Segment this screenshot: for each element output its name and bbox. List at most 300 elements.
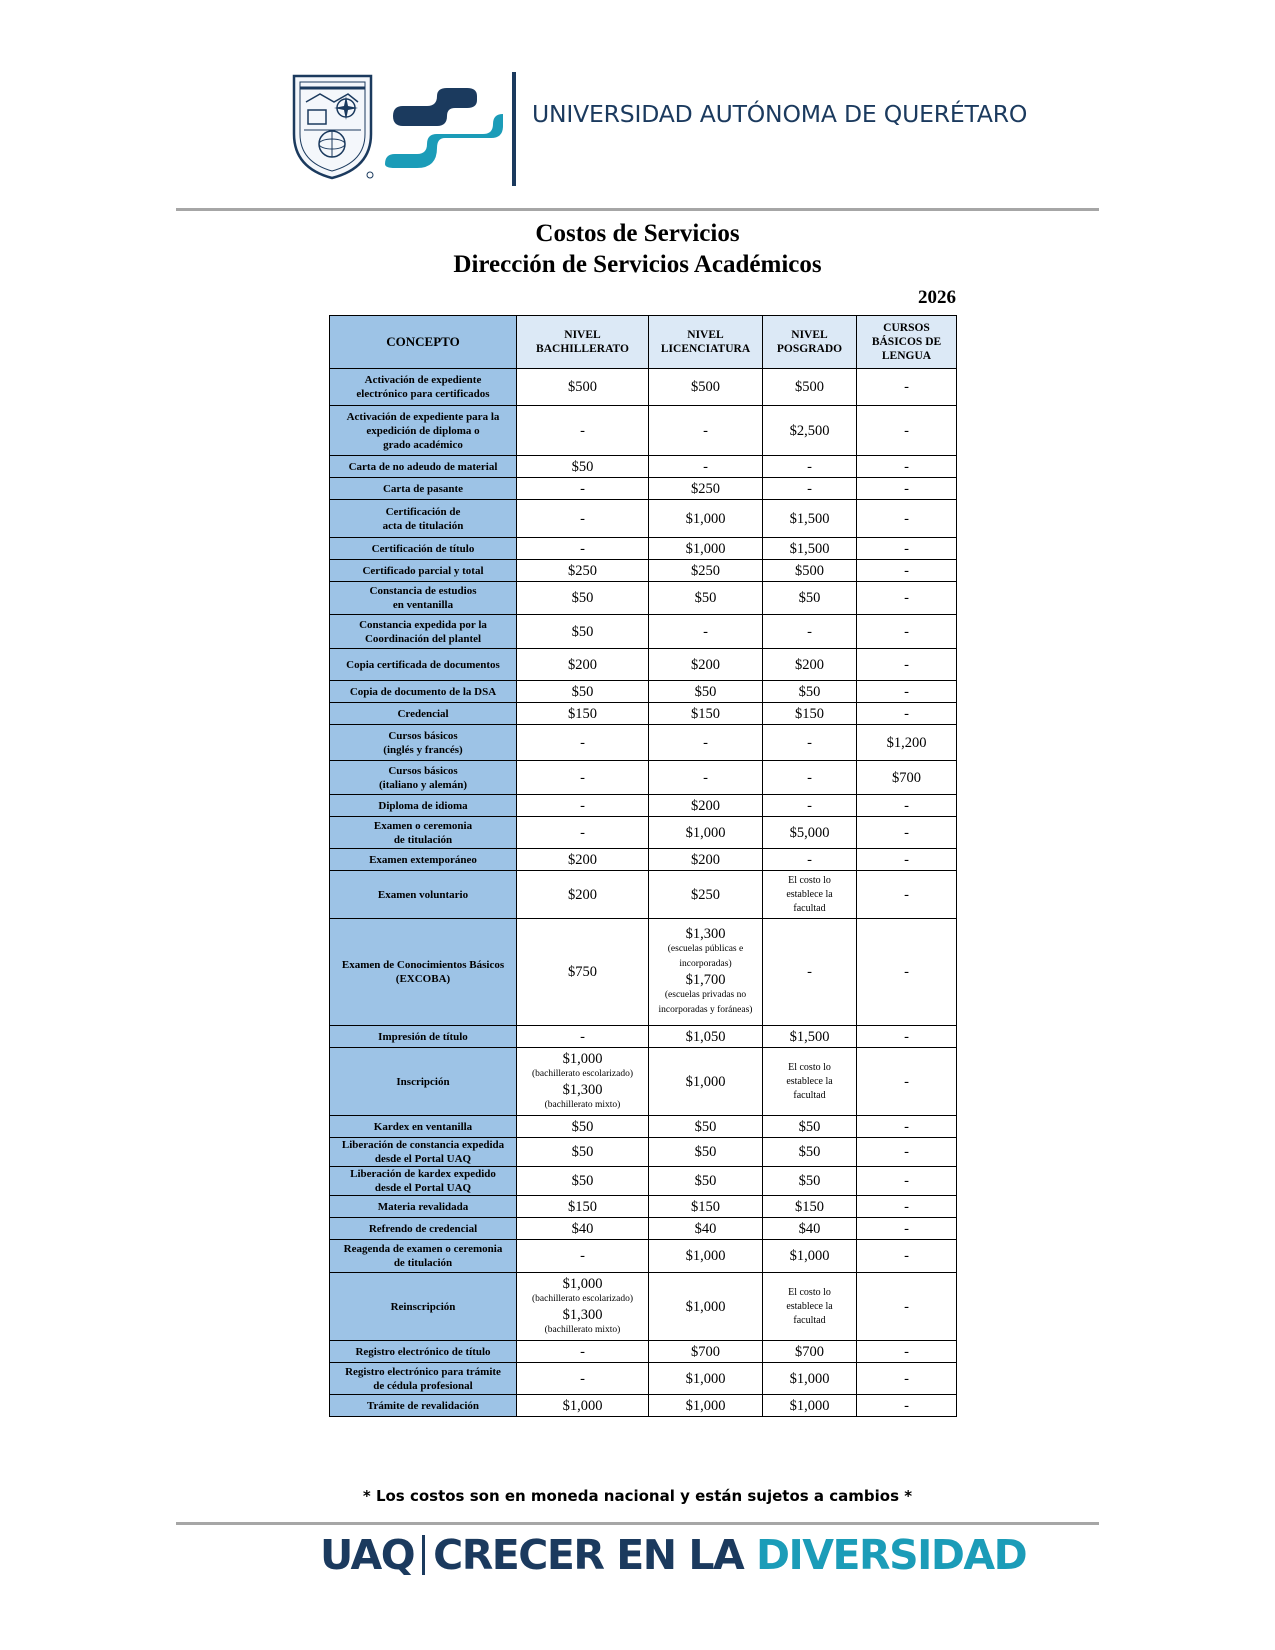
value-line: $200	[568, 656, 597, 673]
value-line: -	[904, 656, 909, 673]
header-line: BÁSICOS DE	[871, 336, 942, 348]
value-line: $1,300	[685, 926, 726, 942]
cell-posgrado	[763, 1138, 857, 1167]
cell-licenciatura	[649, 795, 763, 817]
value-line: -	[904, 422, 909, 439]
cell-concepto	[330, 1363, 517, 1395]
value-line: -	[703, 623, 708, 640]
cell-posgrado	[763, 456, 857, 478]
cell-concepto	[330, 1341, 517, 1363]
concept-line: Examen de Conocimientos Básicos	[341, 959, 505, 971]
cell-licenciatura	[649, 1138, 763, 1167]
value-line: $150	[691, 705, 720, 722]
cell-lengua	[857, 406, 957, 456]
value-line: -	[904, 590, 909, 606]
cell-bachillerato	[517, 456, 649, 478]
cell-posgrado	[763, 1341, 857, 1363]
table-row	[330, 1116, 957, 1138]
value-line: $1,000	[562, 1275, 603, 1292]
cell-licenciatura	[649, 871, 763, 919]
concept-line: (EXCOBA)	[395, 973, 451, 985]
cell-bachillerato	[517, 1138, 649, 1167]
value-line: -	[807, 851, 812, 868]
cell-posgrado	[763, 1026, 857, 1048]
value-line: $50	[694, 1144, 717, 1160]
table-row	[330, 1240, 957, 1273]
concept-line: de cédula profesional	[373, 1379, 473, 1392]
cell-bachillerato	[517, 849, 649, 871]
concept-line: expedición de diploma o	[366, 424, 480, 437]
cell-licenciatura	[649, 761, 763, 795]
concept-line: Registro electrónico para trámite	[345, 1365, 501, 1378]
value-line: $1,000	[685, 1073, 726, 1090]
cell-lengua	[857, 795, 957, 817]
slogan-diversidad: DIVERSIDAD	[755, 1531, 1027, 1579]
cell-lengua	[857, 1395, 957, 1417]
value-line: El costo lo	[788, 1286, 831, 1298]
value-line: $1,200	[886, 734, 927, 751]
concept-line: Trámite de revalidación	[366, 1399, 480, 1412]
cell-bachillerato	[517, 1116, 649, 1138]
value-line: -	[904, 458, 909, 475]
cell-licenciatura	[649, 615, 763, 649]
value-line: (bachillerato mixto)	[544, 1324, 621, 1335]
value-line: $50	[694, 590, 717, 606]
value-line: $40	[694, 1220, 717, 1237]
value-line: incorporadas)	[679, 959, 732, 969]
concept-line: Certificación de título	[371, 542, 475, 555]
cell-bachillerato	[517, 1048, 649, 1116]
concept-line: Cursos básicos	[388, 764, 458, 777]
value-line: -	[904, 1173, 909, 1189]
value-line: $1,050	[685, 1028, 726, 1045]
cell-bachillerato	[517, 1026, 649, 1048]
cell-bachillerato	[517, 795, 649, 817]
value-line: $250	[691, 480, 720, 497]
cell-lengua	[857, 582, 957, 615]
table-row	[330, 649, 957, 681]
cell-posgrado	[763, 1240, 857, 1273]
concept-line: de titulación	[393, 833, 453, 846]
cell-concepto	[330, 478, 517, 500]
table-body	[330, 369, 957, 1417]
document-title: Costos de Servicios	[535, 220, 740, 247]
cell-bachillerato	[517, 871, 649, 919]
footnote: * Los costos son en moneda nacional y están sujetos a cambios *	[362, 1487, 913, 1505]
cell-concepto	[330, 1196, 517, 1218]
value-line: -	[807, 480, 812, 497]
value-line: $150	[568, 705, 597, 722]
cell-licenciatura	[649, 919, 763, 1026]
cell-concepto	[330, 1240, 517, 1273]
cell-bachillerato	[517, 761, 649, 795]
value-line: facultad	[793, 902, 826, 914]
table-row	[330, 817, 957, 849]
cell-concepto	[330, 817, 517, 849]
value-line: -	[904, 562, 909, 579]
value-line: -	[580, 480, 585, 497]
value-line: -	[904, 1248, 909, 1264]
cell-bachillerato	[517, 1341, 649, 1363]
value-line: establece la	[786, 888, 833, 900]
value-line: -	[904, 797, 909, 814]
concept-line: Kardex en ventanilla	[373, 1120, 473, 1133]
cell-licenciatura	[649, 1048, 763, 1116]
value-line: $50	[798, 1118, 821, 1135]
value-line: -	[904, 1220, 909, 1237]
cell-lengua	[857, 538, 957, 560]
value-line: $1,500	[789, 540, 830, 557]
cell-licenciatura	[649, 1363, 763, 1395]
header-line: CURSOS	[883, 322, 930, 334]
cell-lengua	[857, 615, 957, 649]
cell-bachillerato	[517, 500, 649, 538]
cell-posgrado	[763, 1395, 857, 1417]
value-line: $1,000	[789, 1370, 830, 1387]
cell-concepto	[330, 1138, 517, 1167]
cell-lengua	[857, 703, 957, 725]
cell-bachillerato	[517, 817, 649, 849]
value-line: $50	[571, 623, 594, 640]
cell-lengua	[857, 1218, 957, 1240]
table-row	[330, 615, 957, 649]
value-line: $250	[691, 886, 720, 903]
table-row	[330, 369, 957, 406]
concept-line: Copia certificada de documentos	[346, 658, 500, 671]
table-row	[330, 871, 957, 919]
concept-line: Certificación de	[385, 505, 461, 518]
table-row	[330, 1273, 957, 1341]
cell-posgrado	[763, 817, 857, 849]
value-line: -	[904, 964, 909, 980]
cell-lengua	[857, 849, 957, 871]
value-line: $150	[568, 1198, 597, 1215]
value-line: $50	[571, 590, 594, 606]
value-line: $200	[568, 886, 597, 903]
header-lengua	[857, 316, 957, 369]
concept-line: Examen extemporáneo	[369, 853, 477, 866]
value-line: $1,500	[789, 510, 830, 527]
header-rule	[176, 208, 1099, 211]
concept-line: Coordinación del plantel	[364, 632, 482, 645]
value-line: -	[580, 824, 585, 841]
value-line: -	[580, 734, 585, 751]
cell-bachillerato	[517, 649, 649, 681]
cell-bachillerato	[517, 582, 649, 615]
value-line: $50	[571, 458, 594, 475]
cell-posgrado	[763, 538, 857, 560]
header-line: POSGRADO	[776, 343, 843, 355]
cell-lengua	[857, 649, 957, 681]
cell-posgrado	[763, 1218, 857, 1240]
concept-line: Credencial	[397, 707, 449, 720]
header-bachillerato	[517, 316, 649, 369]
value-line: -	[904, 1298, 909, 1315]
footer-rule	[176, 1522, 1099, 1525]
cell-bachillerato	[517, 369, 649, 406]
value-line: $1,000	[685, 1397, 726, 1414]
cell-licenciatura	[649, 478, 763, 500]
value-line: $1,500	[789, 1028, 830, 1045]
cell-lengua	[857, 560, 957, 582]
value-line: $2,500	[789, 422, 830, 439]
value-line: -	[904, 1343, 909, 1360]
value-line: -	[904, 1118, 909, 1135]
cell-licenciatura	[649, 725, 763, 761]
value-line: $500	[795, 379, 824, 395]
cell-lengua	[857, 725, 957, 761]
value-line: $50	[798, 683, 821, 700]
cell-lengua	[857, 478, 957, 500]
header-line: BACHILLERATO	[536, 343, 629, 355]
value-line: $700	[691, 1343, 720, 1360]
value-line: $1,000	[562, 1397, 603, 1414]
cell-posgrado	[763, 500, 857, 538]
value-line: $50	[694, 683, 717, 700]
value-line: -	[807, 734, 812, 751]
cell-posgrado	[763, 849, 857, 871]
value-line: El costo lo	[788, 1061, 831, 1073]
table-row	[330, 1196, 957, 1218]
cell-posgrado	[763, 1196, 857, 1218]
value-line: $1,300	[562, 1081, 603, 1098]
value-line: $50	[798, 1173, 821, 1189]
value-line: $1,700	[685, 972, 726, 988]
concept-line: Carta de pasante	[382, 482, 464, 495]
cell-concepto	[330, 369, 517, 406]
value-line: $500	[568, 379, 597, 395]
table-row	[330, 1138, 957, 1167]
value-line: $200	[691, 797, 720, 814]
value-line: -	[703, 458, 708, 475]
cell-lengua	[857, 1363, 957, 1395]
cell-bachillerato	[517, 615, 649, 649]
value-line: $500	[795, 562, 824, 579]
cell-concepto	[330, 1395, 517, 1417]
value-line: $1,000	[685, 1248, 726, 1264]
value-line: $50	[571, 1144, 594, 1160]
value-line: -	[904, 886, 909, 903]
cell-lengua	[857, 871, 957, 919]
table-row	[330, 1395, 957, 1417]
cell-licenciatura	[649, 703, 763, 725]
cell-concepto	[330, 681, 517, 703]
table-row	[330, 919, 957, 1026]
table-row	[330, 703, 957, 725]
cell-bachillerato	[517, 1240, 649, 1273]
value-line: $1,000	[685, 824, 726, 841]
table-row	[330, 1167, 957, 1196]
cell-posgrado	[763, 649, 857, 681]
value-line: $50	[571, 1118, 594, 1135]
cell-bachillerato	[517, 1218, 649, 1240]
value-line: $1,000	[789, 1397, 830, 1414]
value-line: $40	[798, 1220, 821, 1237]
cell-licenciatura	[649, 1026, 763, 1048]
cell-posgrado	[763, 560, 857, 582]
value-line: -	[904, 824, 909, 841]
value-line: $1,000	[789, 1248, 830, 1264]
value-line: $150	[691, 1198, 720, 1215]
value-line: $700	[892, 769, 921, 786]
document-subtitle: Dirección de Servicios Académicos	[453, 251, 822, 278]
cell-concepto	[330, 582, 517, 615]
table-row	[330, 478, 957, 500]
value-line: -	[580, 1028, 585, 1045]
header-posgrado	[763, 316, 857, 369]
cell-posgrado	[763, 582, 857, 615]
cell-licenciatura	[649, 1218, 763, 1240]
value-line: -	[703, 734, 708, 751]
concept-line: Reagenda de examen o ceremonia	[343, 1243, 503, 1255]
value-line: incorporadas y foráneas)	[658, 1005, 753, 1015]
value-line: $50	[798, 590, 821, 606]
table-row	[330, 538, 957, 560]
header-line: NIVEL	[687, 329, 724, 341]
concept-line: Reinscripción	[390, 1300, 456, 1313]
value-line: -	[807, 458, 812, 475]
cell-bachillerato	[517, 681, 649, 703]
cell-licenciatura	[649, 1273, 763, 1341]
cell-licenciatura	[649, 1167, 763, 1196]
value-line: establece la	[786, 1300, 833, 1312]
cell-licenciatura	[649, 1116, 763, 1138]
value-line: -	[580, 422, 585, 439]
value-line: $50	[694, 1118, 717, 1135]
cell-posgrado	[763, 703, 857, 725]
cell-concepto	[330, 1218, 517, 1240]
value-line: (bachillerato escolarizado)	[531, 1068, 633, 1079]
concept-line: Materia revalidada	[377, 1200, 469, 1213]
concept-line: de titulación	[393, 1257, 453, 1269]
header-line: NIVEL	[791, 329, 828, 341]
value-line: $250	[568, 562, 597, 579]
concept-line: Carta de no adeudo de material	[348, 460, 498, 473]
value-line: $40	[571, 1220, 594, 1237]
cell-lengua	[857, 369, 957, 406]
concept-line: Examen o ceremonia	[373, 819, 473, 832]
cell-concepto	[330, 761, 517, 795]
value-line: $750	[568, 964, 597, 980]
cell-concepto	[330, 560, 517, 582]
value-line: -	[904, 1073, 909, 1090]
value-line: -	[703, 422, 708, 439]
cell-posgrado	[763, 761, 857, 795]
value-line: -	[580, 1248, 585, 1264]
table-row	[330, 500, 957, 538]
value-line: $1,000	[685, 510, 726, 527]
concept-line: Examen voluntario	[377, 888, 469, 901]
cell-licenciatura	[649, 538, 763, 560]
cell-concepto	[330, 1116, 517, 1138]
header-line: LICENCIATURA	[660, 343, 751, 355]
value-line: facultad	[793, 1314, 826, 1326]
cell-licenciatura	[649, 649, 763, 681]
header-concepto: CONCEPTO	[330, 316, 517, 369]
value-line: -	[703, 769, 708, 786]
cell-concepto	[330, 1167, 517, 1196]
concept-line: Copia de documento de la DSA	[349, 685, 497, 698]
cell-licenciatura	[649, 1240, 763, 1273]
concept-line: Constancia de estudios	[369, 585, 477, 597]
cell-lengua	[857, 1116, 957, 1138]
cell-licenciatura	[649, 560, 763, 582]
value-line: -	[580, 797, 585, 814]
value-line: -	[904, 540, 909, 557]
cell-concepto	[330, 406, 517, 456]
table-row	[330, 1048, 957, 1116]
table-header-row	[330, 316, 957, 369]
value-line: El costo lo	[788, 874, 831, 886]
cell-licenciatura	[649, 456, 763, 478]
cell-concepto	[330, 919, 517, 1026]
value-line: $200	[795, 656, 824, 673]
cell-lengua	[857, 1048, 957, 1116]
cell-licenciatura	[649, 500, 763, 538]
value-line: (bachillerato mixto)	[544, 1099, 621, 1110]
value-line: -	[580, 769, 585, 786]
value-line: -	[904, 379, 909, 395]
table-row	[330, 681, 957, 703]
table-row	[330, 795, 957, 817]
cell-posgrado	[763, 1048, 857, 1116]
cell-lengua	[857, 1341, 957, 1363]
value-line: -	[904, 1198, 909, 1215]
concept-line: (inglés y francés)	[383, 743, 463, 756]
cell-concepto	[330, 849, 517, 871]
value-line: -	[807, 964, 812, 980]
header-divider	[512, 72, 516, 186]
cell-bachillerato	[517, 538, 649, 560]
cell-posgrado	[763, 1363, 857, 1395]
cell-licenciatura	[649, 1395, 763, 1417]
concept-line: acta de titulación	[382, 519, 464, 532]
cell-concepto	[330, 871, 517, 919]
cell-concepto	[330, 615, 517, 649]
concept-line: Inscripción	[396, 1075, 450, 1088]
table-row	[330, 1218, 957, 1240]
university-name: UNIVERSIDAD AUTÓNOMA DE QUERÉTARO	[532, 100, 1028, 128]
slogan-divider	[422, 1535, 425, 1575]
cell-lengua	[857, 1273, 957, 1341]
table-row	[330, 1363, 957, 1395]
value-line: (bachillerato escolarizado)	[531, 1293, 633, 1304]
value-line: establece la	[786, 1075, 833, 1087]
value-line: $50	[694, 1173, 717, 1189]
concept-line: (italiano y alemán)	[379, 778, 467, 791]
costs-table	[329, 315, 957, 1417]
value-line: $200	[568, 851, 597, 868]
cell-licenciatura	[649, 582, 763, 615]
concept-line: Activación de expediente	[364, 374, 482, 386]
cell-lengua	[857, 1240, 957, 1273]
concept-line: desde el Portal UAQ	[374, 1153, 472, 1165]
value-line: -	[904, 480, 909, 497]
cell-posgrado	[763, 1167, 857, 1196]
cell-posgrado	[763, 369, 857, 406]
concept-line: Liberación de constancia expedida	[341, 1139, 505, 1151]
concept-line: Liberación de kardex expedido	[350, 1168, 496, 1180]
concept-line: Refrendo de credencial	[368, 1222, 478, 1235]
value-line: $1,000	[685, 1370, 726, 1387]
cell-bachillerato	[517, 1363, 649, 1395]
value-line: -	[580, 540, 585, 557]
value-line: -	[904, 623, 909, 640]
cell-posgrado	[763, 725, 857, 761]
cell-concepto	[330, 538, 517, 560]
concept-line: Registro electrónico de título	[355, 1345, 491, 1358]
concept-line: electrónico para certificados	[356, 388, 490, 400]
